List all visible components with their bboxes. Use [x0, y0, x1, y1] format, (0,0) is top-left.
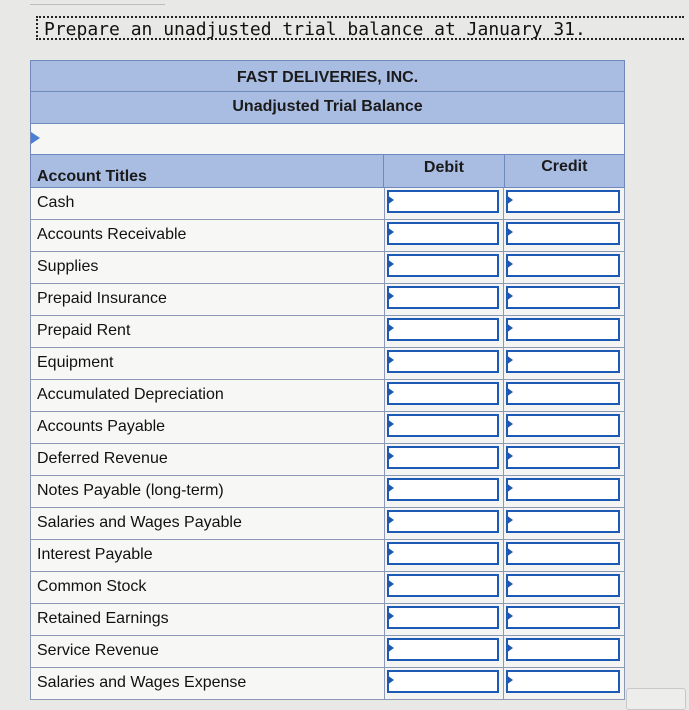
account-title-cell: Notes Payable (long-term): [31, 476, 385, 507]
input-marker-icon: [387, 387, 394, 397]
debit-cell: [385, 508, 505, 539]
debit-amount-input[interactable]: [387, 606, 500, 629]
debit-cell: [385, 668, 505, 699]
debit-cell: [385, 572, 505, 603]
credit-amount-input[interactable]: [506, 574, 620, 597]
credit-amount-input[interactable]: [506, 478, 620, 501]
table-row: [30, 188, 625, 220]
table-row: [30, 604, 625, 636]
input-marker-icon: [387, 515, 394, 525]
debit-cell: [385, 412, 505, 443]
input-marker-icon: [387, 675, 394, 685]
account-title-cell: Accounts Payable: [31, 412, 385, 443]
debit-cell: [385, 540, 505, 571]
input-marker-icon: [506, 451, 513, 461]
table-row: [30, 444, 625, 476]
input-marker-icon: [506, 259, 513, 269]
debit-amount-input[interactable]: [387, 670, 500, 693]
debit-amount-input[interactable]: [387, 414, 500, 437]
date-row: [30, 123, 625, 155]
table-row: [30, 476, 625, 508]
table-row: [30, 572, 625, 604]
debit-cell: [385, 444, 505, 475]
credit-cell: [504, 220, 624, 251]
account-title-cell: Cash: [31, 188, 385, 219]
debit-amount-input[interactable]: [387, 318, 500, 341]
debit-cell: [385, 476, 505, 507]
debit-cell: [385, 252, 505, 283]
corner-control[interactable]: [626, 688, 686, 710]
debit-amount-input[interactable]: [387, 478, 500, 501]
credit-cell: [504, 508, 624, 539]
input-marker-icon: [506, 323, 513, 333]
table-row: [30, 380, 625, 412]
table-row: [30, 668, 625, 700]
table-row: [30, 252, 625, 284]
debit-cell: [385, 604, 505, 635]
input-marker-icon: [506, 483, 513, 493]
debit-cell: [385, 636, 505, 667]
input-marker-icon: [387, 323, 394, 333]
debit-cell: [385, 220, 505, 251]
input-marker-icon: [506, 515, 513, 525]
debit-cell: [385, 284, 505, 315]
credit-amount-input[interactable]: [506, 286, 620, 309]
account-title-cell: Accumulated Depreciation: [31, 380, 385, 411]
column-header-row: [30, 155, 625, 188]
account-title-cell: Prepaid Rent: [31, 316, 385, 347]
account-title-cell: Retained Earnings: [31, 604, 385, 635]
input-marker-icon: [506, 675, 513, 685]
credit-cell: [504, 636, 624, 667]
table-row: [30, 220, 625, 252]
input-marker-icon: [506, 387, 513, 397]
credit-cell: [504, 380, 624, 411]
table-row: [30, 284, 625, 316]
credit-amount-input[interactable]: [506, 414, 620, 437]
top-divider: [30, 4, 165, 5]
table-header: [30, 60, 625, 123]
credit-cell: [504, 316, 624, 347]
credit-amount-input[interactable]: [506, 446, 620, 469]
debit-amount-input[interactable]: [387, 510, 500, 533]
table-row: [30, 508, 625, 540]
input-marker-icon: [387, 195, 394, 205]
debit-header: Debit: [384, 155, 504, 187]
credit-header: Credit: [541, 158, 588, 175]
credit-amount-input[interactable]: [506, 254, 620, 277]
account-title-cell: Common Stock: [31, 572, 385, 603]
company-name: FAST DELIVERIES, INC.: [31, 61, 624, 92]
credit-amount-input[interactable]: [506, 542, 620, 565]
debit-amount-input[interactable]: [387, 254, 500, 277]
debit-amount-input[interactable]: [387, 638, 500, 661]
debit-amount-input[interactable]: [387, 190, 500, 213]
credit-cell: [504, 444, 624, 475]
input-marker-icon: [387, 227, 394, 237]
account-title-cell: Salaries and Wages Payable: [31, 508, 385, 539]
debit-amount-input[interactable]: [387, 574, 500, 597]
input-marker-icon: [506, 611, 513, 621]
input-marker-icon: [387, 451, 394, 461]
table-row: [30, 316, 625, 348]
credit-cell: [504, 188, 624, 219]
credit-amount-input[interactable]: [506, 606, 620, 629]
account-title-cell: Service Revenue: [31, 636, 385, 667]
account-title-cell: Interest Payable: [31, 540, 385, 571]
input-marker-icon: [506, 195, 513, 205]
credit-amount-input[interactable]: [506, 318, 620, 341]
input-marker-icon: [387, 355, 394, 365]
credit-cell: [504, 668, 624, 699]
account-title-cell: Salaries and Wages Expense: [31, 668, 385, 699]
input-marker-icon: [387, 419, 394, 429]
credit-amount-input[interactable]: [506, 638, 620, 661]
credit-amount-input[interactable]: [506, 670, 620, 693]
account-titles-header: Account Titles: [31, 155, 384, 187]
credit-cell: [504, 476, 624, 507]
account-title-cell: Accounts Receivable: [31, 220, 385, 251]
credit-cell: [504, 284, 624, 315]
credit-amount-input[interactable]: [506, 190, 620, 213]
credit-cell: [504, 412, 624, 443]
debit-cell: [385, 316, 505, 347]
debit-amount-input[interactable]: [387, 446, 500, 469]
debit-amount-input[interactable]: [387, 382, 500, 405]
debit-amount-input[interactable]: [387, 350, 500, 373]
input-marker-icon: [506, 419, 513, 429]
input-marker-icon: [506, 355, 513, 365]
debit-cell: [385, 188, 505, 219]
debit-cell: [385, 380, 505, 411]
debit-amount-input[interactable]: [387, 222, 500, 245]
input-marker-icon: [387, 547, 394, 557]
input-marker-icon: [387, 643, 394, 653]
table-row: [30, 636, 625, 668]
input-marker-icon: [387, 611, 394, 621]
date-input[interactable]: [39, 127, 603, 151]
credit-cell: [504, 348, 624, 379]
account-rows: [30, 188, 625, 700]
credit-amount-input[interactable]: [506, 350, 620, 373]
debit-cell: [385, 348, 505, 379]
credit-amount-input[interactable]: [506, 510, 620, 533]
trial-balance-worksheet: [30, 60, 625, 700]
debit-amount-input[interactable]: [387, 286, 500, 309]
input-marker-icon: [387, 483, 394, 493]
input-marker-icon: [506, 643, 513, 653]
credit-cell: [504, 252, 624, 283]
account-title-cell: Deferred Revenue: [31, 444, 385, 475]
credit-cell: [504, 604, 624, 635]
statement-title: Unadjusted Trial Balance: [232, 98, 423, 115]
input-marker-icon: [506, 227, 513, 237]
table-row: [30, 412, 625, 444]
input-marker-icon: [387, 259, 394, 269]
input-marker-icon: [506, 291, 513, 301]
credit-cell: [504, 572, 624, 603]
credit-amount-input[interactable]: [506, 382, 620, 405]
account-title-cell: Equipment: [31, 348, 385, 379]
input-marker-icon: [506, 547, 513, 557]
input-marker-icon: [506, 579, 513, 589]
account-title-cell: Supplies: [31, 252, 385, 283]
table-row: [30, 540, 625, 572]
input-marker-icon: [387, 291, 394, 301]
input-marker-icon: [387, 579, 394, 589]
table-row: [30, 348, 625, 380]
question-prompt: Prepare an unadjusted trial balance at January 31.: [36, 16, 684, 40]
credit-cell: [504, 540, 624, 571]
account-title-cell: Prepaid Insurance: [31, 284, 385, 315]
credit-amount-input[interactable]: [506, 222, 620, 245]
debit-amount-input[interactable]: [387, 542, 500, 565]
